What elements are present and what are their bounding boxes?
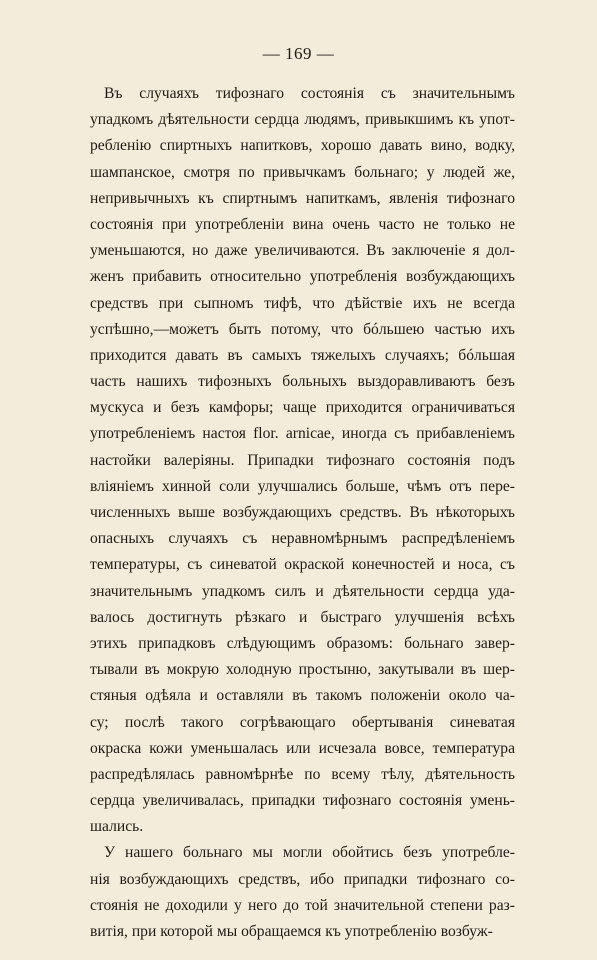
text-line: упадкомъ дѣятельности сердца людямъ, привыкшимъ къ упот- (90, 111, 515, 129)
text-line: уменьшаются, но даже увеличиваются. Въ заключеніе я дол- (90, 242, 515, 260)
text-line: значительнымъ упадкомъ силъ и дѣятельности сердца уда- (90, 582, 515, 600)
page-number: — 169 — (262, 44, 335, 63)
text-line: мускуса и безъ камфоры; чаще приходится ограничиваться (90, 399, 515, 417)
text-line: тывали въ мокрую холодную простыню, закутывали въ шер- (90, 661, 515, 679)
text-line: настойки валеріяны. Припадки тифознаго состоянія подъ (90, 451, 515, 469)
text-line: шались. (90, 818, 144, 836)
text-line: успѣшно,—можетъ быть потому, что бóльшею частью ихъ (90, 320, 515, 338)
paragraph-2 (90, 840, 515, 945)
text-line: витія, при которой мы обращаемся къ употребленію возбуж- (90, 923, 493, 940)
body-text (90, 81, 515, 945)
text-line: температуры, съ синеватой окраской конечностей и носа, съ (90, 556, 515, 574)
text-line: употребленіемъ настоя flor. arnicae, иногда съ прибавленіемъ (90, 425, 515, 443)
text-line: женъ прибавить относительно употребленія возбуждающихъ (90, 268, 515, 286)
text-line: У нашего больнаго мы могли обойтись безъ употребле- (104, 844, 515, 862)
text-line: средствъ при сыпномъ тифѣ, что дѣйствіе ихъ не всегда (90, 294, 515, 312)
text-line: часть нашихъ тифозныхъ больныхъ выздоравливаютъ безъ (90, 373, 515, 391)
text-line: валось достигнуть рѣзкаго и быстраго улучшенія всѣхъ (90, 608, 515, 626)
text-line: стоянія не доходили у него до той значительной степени раз- (90, 896, 515, 914)
text-line: опасныхъ случаяхъ съ неравномѣрнымъ распредѣленіемъ (90, 530, 515, 548)
text-line: су; послѣ такого согрѣвающаго обертыванія синеватая (90, 713, 515, 731)
text-line: стяныя одѣяла и оставляли въ такомъ положеніи около ча- (90, 687, 515, 705)
text-line: распредѣлялась равномѣрнѣе по всему тѣлу, дѣятельность (90, 765, 515, 783)
text-line: окраска кожи уменьшалась или исчезала вовсе, температура (90, 739, 515, 757)
paragraph-1 (90, 81, 515, 840)
text-line: вліяніемъ хинной соли улучшались больше, чѣмъ отъ пере- (90, 477, 515, 495)
text-line: ребленію спиртныхъ напитковъ, хорошо давать вино, водку, (90, 137, 515, 155)
text-line: шампанское, смотря по привычкамъ больнаго; у людей же, (90, 163, 515, 181)
text-line: этихъ припадковъ слѣдующимъ образомъ: больнаго завер- (90, 634, 515, 652)
text-line: численныхъ выше возбуждающихъ средствъ. Въ нѣкоторыхъ (90, 504, 515, 521)
text-line: состоянія при употребленіи вина очень часто не только не (90, 215, 515, 233)
text-line: приходится давать въ самыхъ тяжелыхъ случаяхъ; бóльшая (90, 346, 515, 364)
text-line: Въ случаяхъ тифознаго состоянія съ значительнымъ (104, 85, 515, 102)
text-line: нія возбуждающихъ средствъ, ибо припадки тифознаго со- (90, 870, 515, 888)
text-line: непривычныхъ къ спиртнымъ напиткамъ, явленія тифознаго (90, 189, 515, 207)
text-line: сердца увеличивалась, припадки тифознаго состоянія умень- (90, 792, 515, 810)
